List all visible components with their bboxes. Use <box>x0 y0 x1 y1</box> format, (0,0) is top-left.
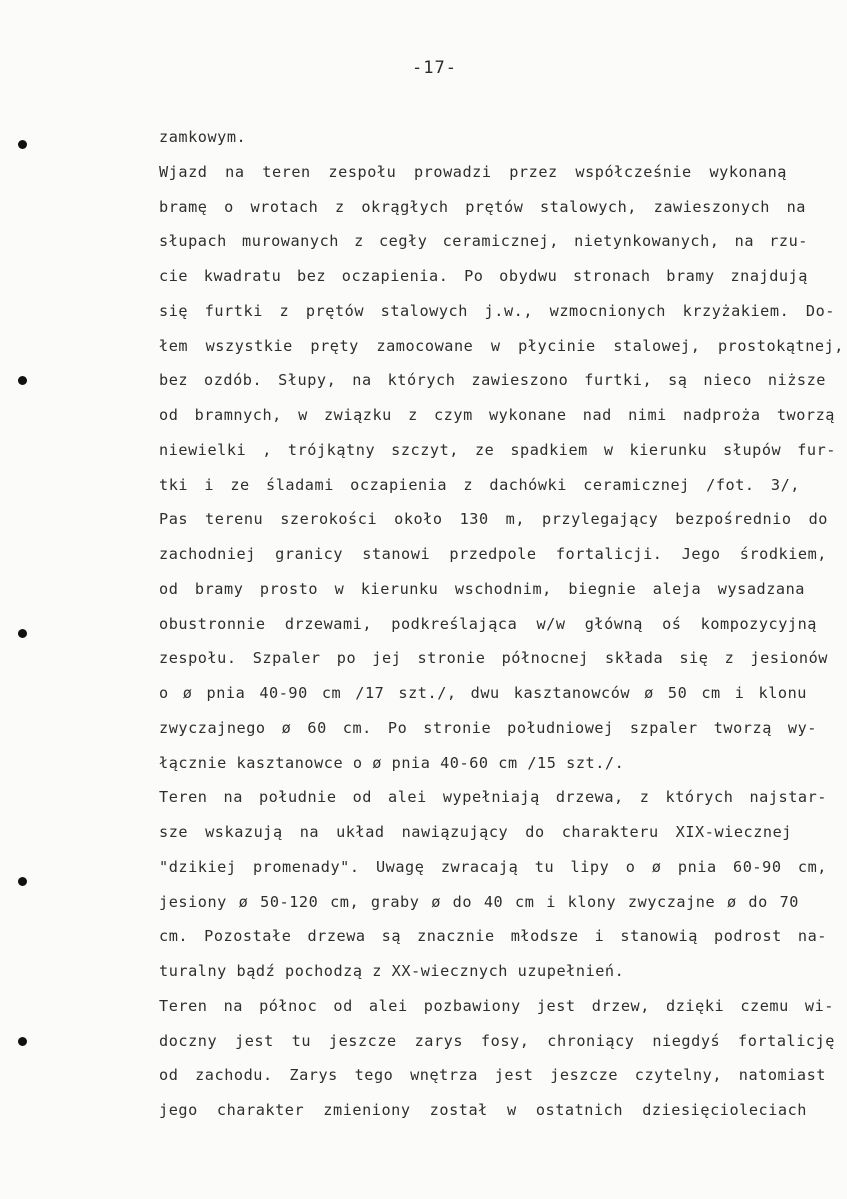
text-line: jego charakter zmieniony został w ostatnich dziesięcioleciach <box>159 1101 807 1119</box>
binder-hole-3 <box>18 629 27 638</box>
text-line: zachodniej granicy stanowi przedpole fortalicji. Jego środkiem, <box>159 545 827 563</box>
text-line: od bramnych, w związku z czym wykonane nad nimi nadproża tworzą <box>159 406 835 424</box>
binder-hole-1 <box>18 140 27 149</box>
text-line: cm. Pozostałe drzewa są znacznie młodsze i stanowią podrost na- <box>159 927 827 946</box>
text-line: słupach murowanych z cegły ceramicznej, nietynkowanych, na rzu- <box>159 232 808 251</box>
body-text <box>159 120 844 1128</box>
text-line: turalny bądź pochodzą z XX-wiecznych uzupełnień. <box>159 962 625 980</box>
text-line: od zachodu. Zarys tego wnętrza jest jeszcze czytelny, natomiast <box>159 1066 826 1085</box>
text-line: zwyczajnego ø 60 cm. Po stronie południowej szpaler tworzą wy- <box>159 718 817 737</box>
text-line: zespołu. Szpaler po jej stronie północnej składa się z jesionów <box>159 649 828 668</box>
text-line: łem wszystkie pręty zamocowane w płycinie stalowej, prostokątnej, <box>159 336 844 355</box>
text-line: Pas terenu szerokości około 130 m, przylegający bezpośrednio do <box>159 510 828 529</box>
text-line: Teren na północ od alei pozbawiony jest drzew, dzięki czemu wi- <box>159 996 834 1015</box>
binder-hole-5 <box>18 1037 27 1046</box>
text-line: doczny jest tu jeszcze zarys fosy, chroniący niegdyś fortalicję <box>159 1031 835 1050</box>
text-line: się furtki z prętów stalowych j.w., wzmocnionych krzyżakiem. Do- <box>159 301 835 320</box>
text-line: Wjazd na teren zespołu prowadzi przez współcześnie wykonaną <box>159 162 787 181</box>
text-line: od bramy prosto w kierunku wschodnim, biegnie aleja wysadzana <box>159 579 805 598</box>
text-line: Teren na południe od alei wypełniają drzewa, z których najstar- <box>159 788 827 807</box>
text-line: o ø pnia 40-90 cm /17 szt./, dwu kasztanowców ø 50 cm i klonu <box>159 684 807 702</box>
text-line: "dzikiej promenady". Uwagę zwracają tu lipy o ø pnia 60-90 cm, <box>159 857 827 876</box>
text-line: jesiony ø 50-120 cm, graby ø do 40 cm i klony zwyczajne ø do 70 <box>159 892 799 911</box>
text-line: bez ozdób. Słupy, na których zawieszono furtki, są nieco niższe <box>159 371 826 390</box>
text-line: tki i ze śladami oczapienia z dachówki ceramicznej /fot. 3/, <box>159 475 800 494</box>
text-line: cie kwadratu bez oczapienia. Po obydwu stronach bramy znajdują <box>159 267 808 285</box>
page-number: -17- <box>412 58 457 78</box>
text-line: łącznie kasztanowce o ø pnia 40-60 cm /15 szt./. <box>159 753 625 772</box>
text-line: obustronnie drzewami, podkreślająca w/w główną oś kompozycyjną <box>159 614 817 633</box>
binder-hole-4 <box>18 877 27 886</box>
text-line: zamkowym. <box>159 128 247 146</box>
text-line: sze wskazują na układ nawiązujący do charakteru XIX-wiecznej <box>159 823 792 841</box>
text-line: niewielki , trójkątny szczyt, ze spadkiem w kierunku słupów fur- <box>159 440 836 459</box>
binder-hole-2 <box>18 376 27 385</box>
text-line: bramę o wrotach z okrągłych prętów stalowych, zawieszonych na <box>159 197 806 216</box>
